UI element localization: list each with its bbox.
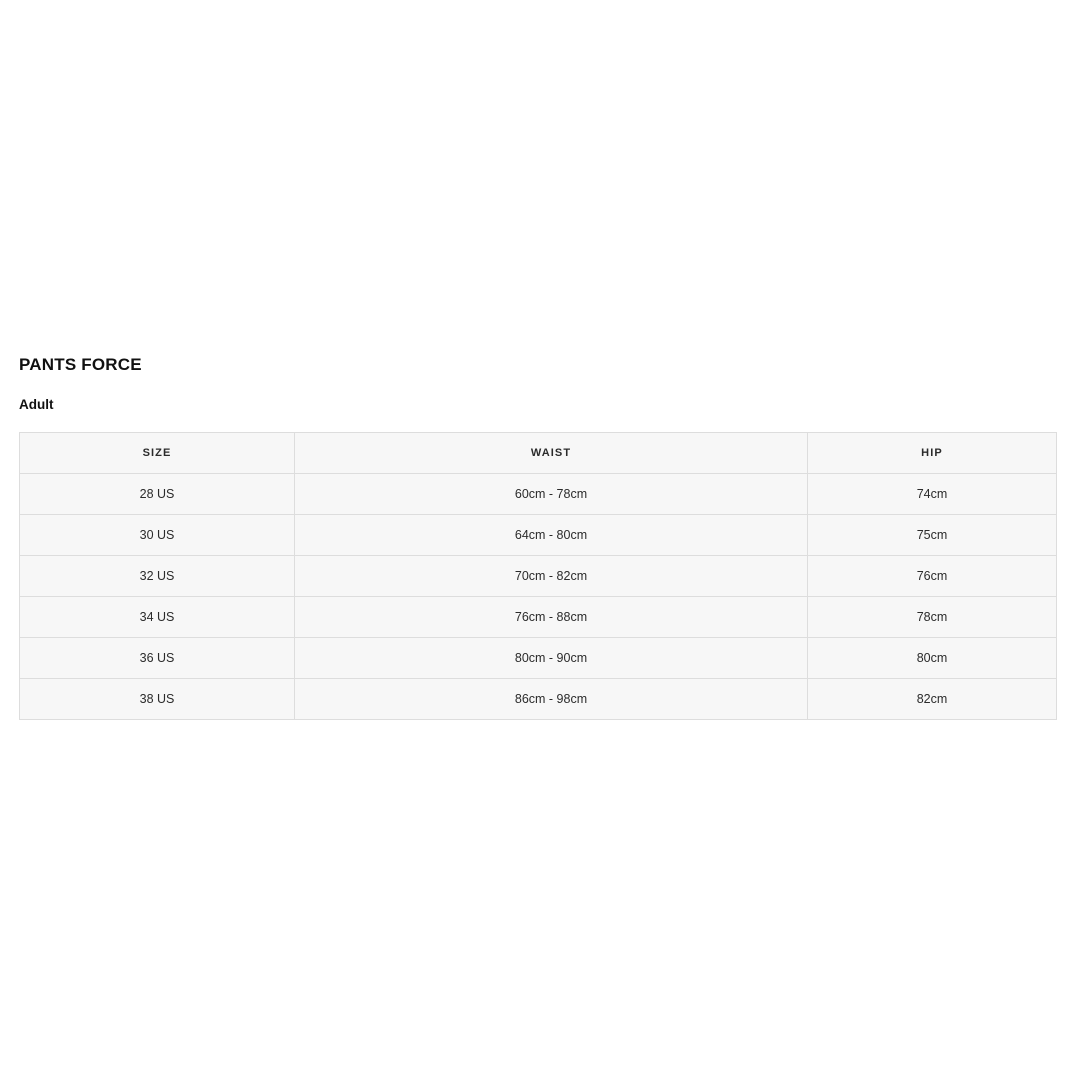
cell-size: 28 US <box>20 473 295 514</box>
table-row <box>20 678 1057 719</box>
cell-size: 38 US <box>20 678 295 719</box>
table-row <box>20 555 1057 596</box>
cell-hip: 82cm <box>808 678 1057 719</box>
cell-size: 32 US <box>20 555 295 596</box>
table-row <box>20 473 1057 514</box>
cell-waist: 70cm - 82cm <box>295 555 808 596</box>
cell-hip: 78cm <box>808 596 1057 637</box>
cell-waist: 80cm - 90cm <box>295 637 808 678</box>
cell-waist: 76cm - 88cm <box>295 596 808 637</box>
section-subtitle: Adult <box>19 397 54 413</box>
cell-hip: 76cm <box>808 555 1057 596</box>
size-chart-table <box>19 432 1057 720</box>
size-chart-content <box>19 355 1057 720</box>
table-header <box>20 432 1057 473</box>
cell-waist: 64cm - 80cm <box>295 514 808 555</box>
cell-size: 34 US <box>20 596 295 637</box>
cell-size: 30 US <box>20 514 295 555</box>
cell-hip: 80cm <box>808 637 1057 678</box>
table-row <box>20 514 1057 555</box>
cell-hip: 75cm <box>808 514 1057 555</box>
column-header-hip: HIP <box>808 432 1057 473</box>
cell-size: 36 US <box>20 637 295 678</box>
cell-waist: 60cm - 78cm <box>295 473 808 514</box>
table-header-row <box>20 432 1057 473</box>
table-body <box>20 473 1057 719</box>
cell-hip: 74cm <box>808 473 1057 514</box>
column-header-size: SIZE <box>20 432 295 473</box>
column-header-waist: WAIST <box>295 432 808 473</box>
table-row <box>20 596 1057 637</box>
cell-waist: 86cm - 98cm <box>295 678 808 719</box>
table-row <box>20 637 1057 678</box>
page-title: PANTS FORCE <box>19 355 142 374</box>
